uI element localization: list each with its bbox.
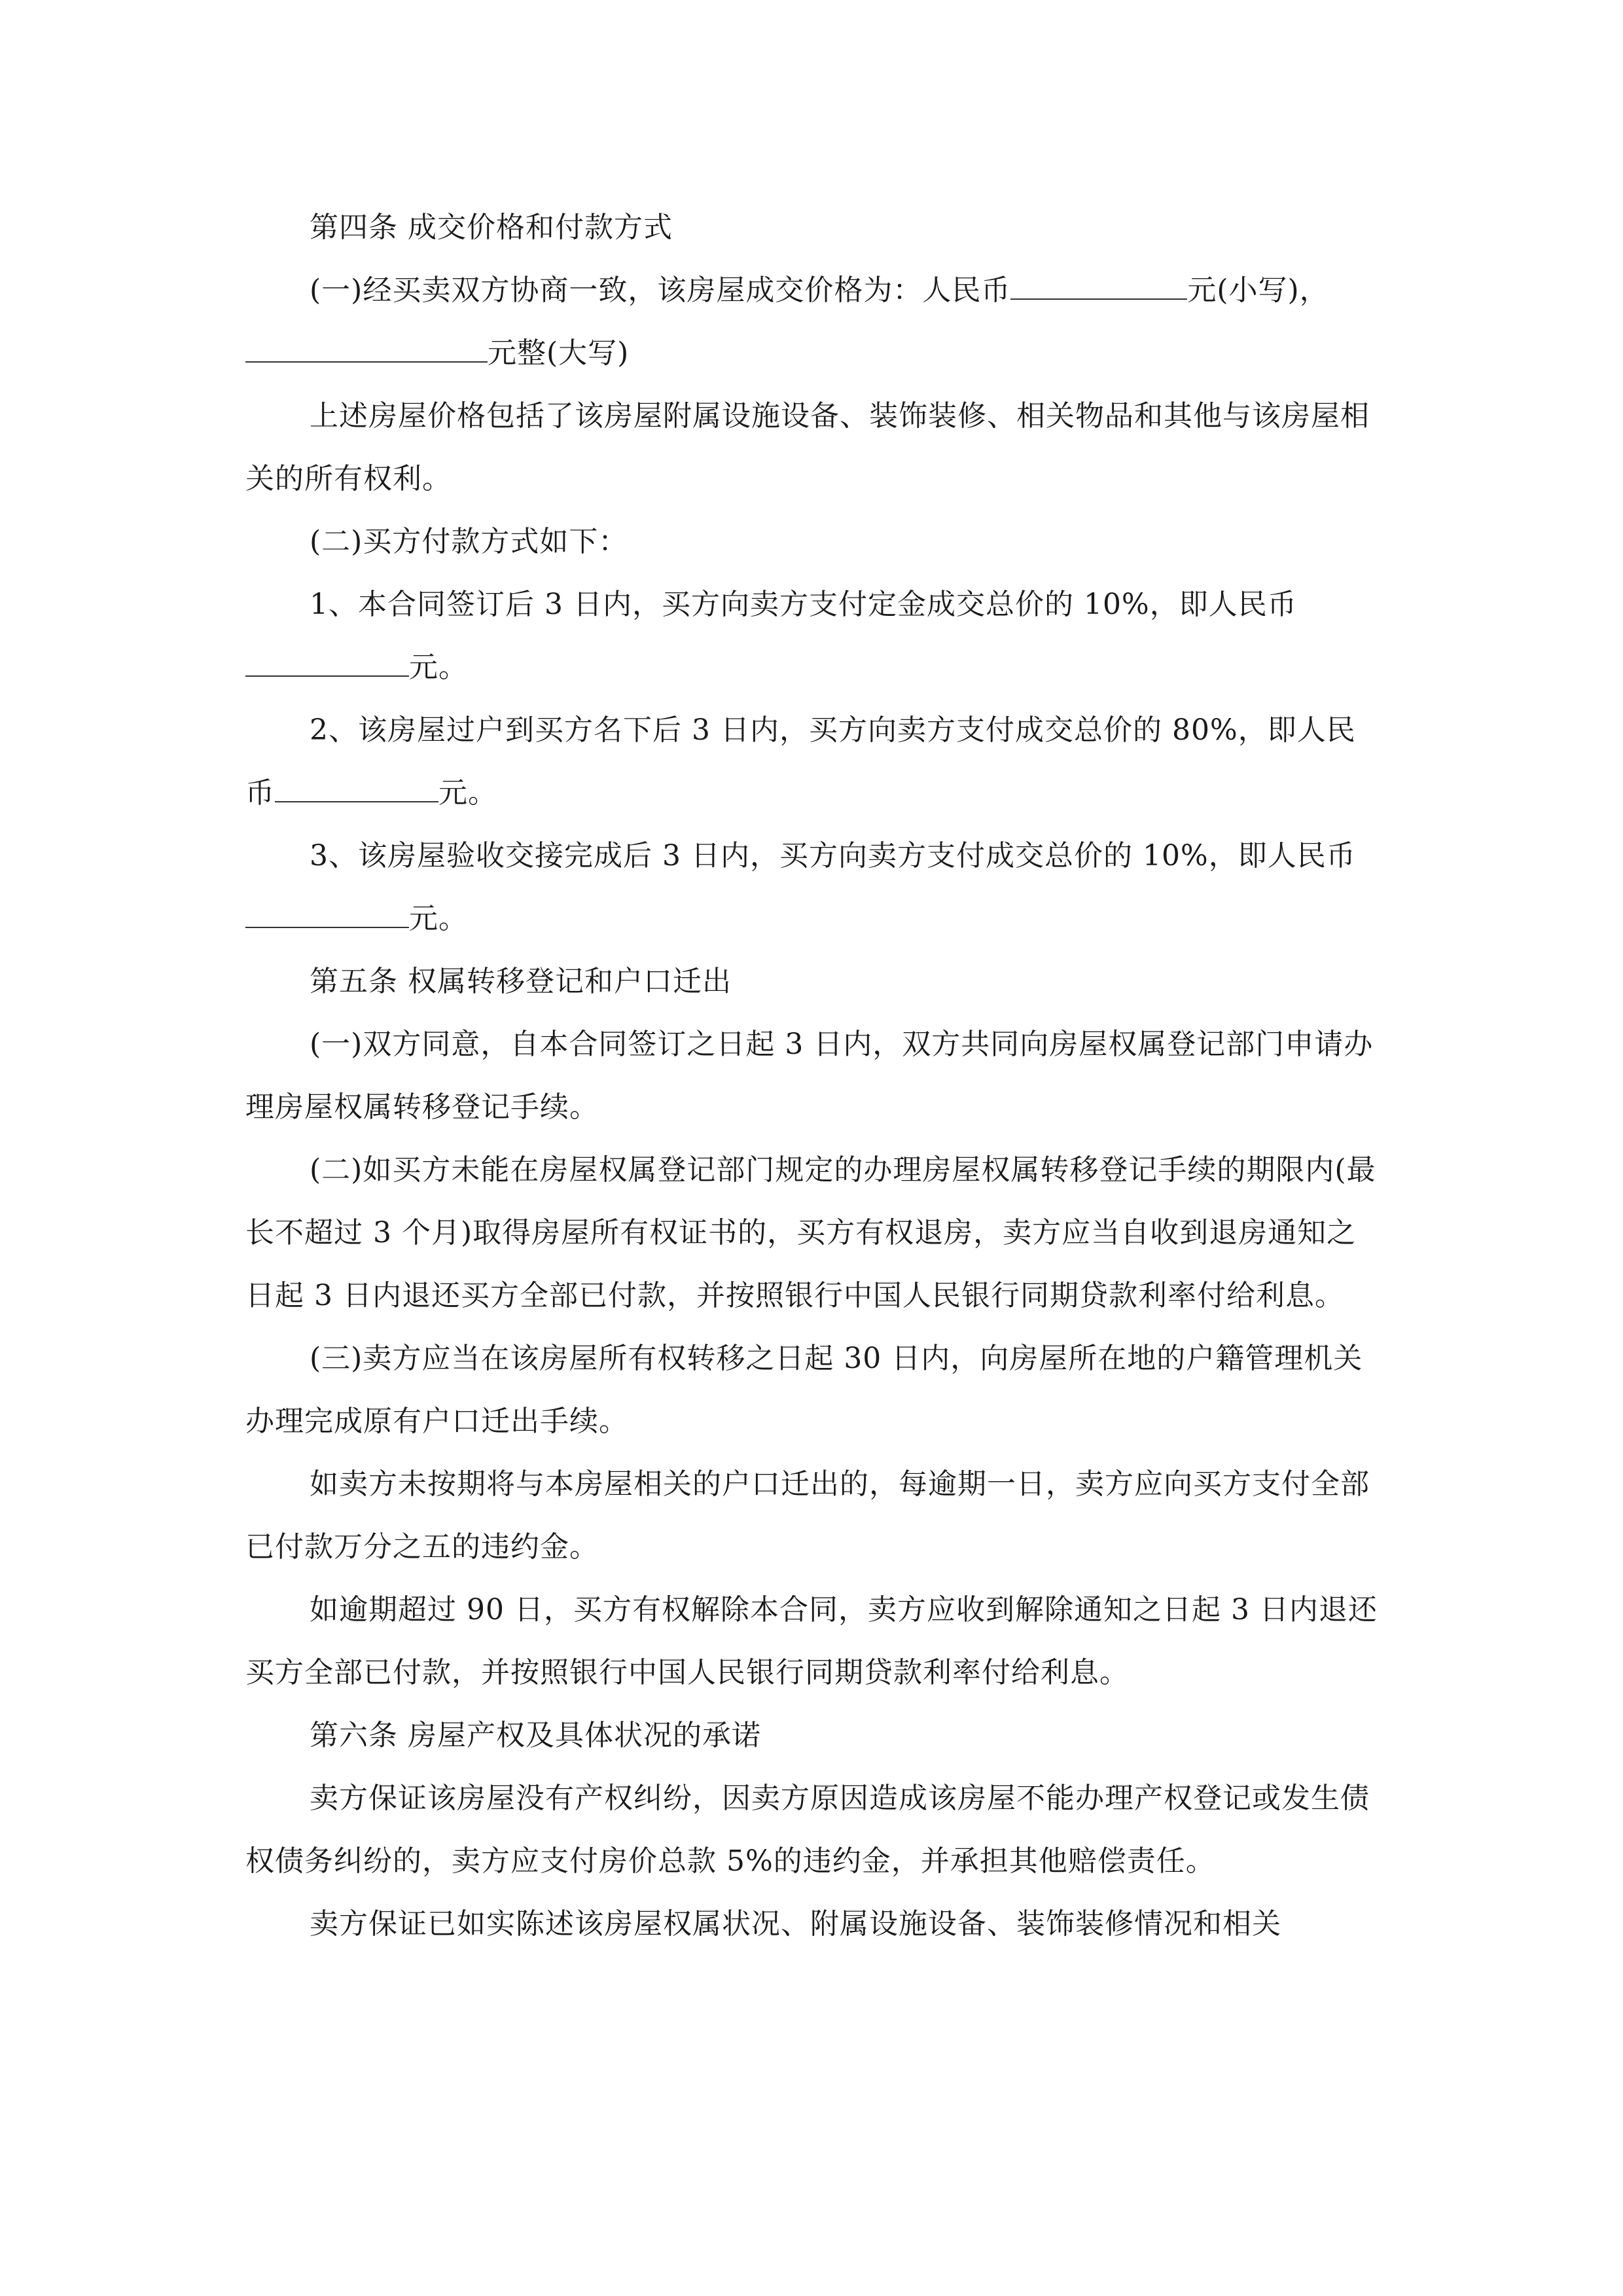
article-5-heading: 第五条 权属转移登记和户口迁出 [310, 965, 732, 998]
payment-item-3-text: 3、该房屋验收交接完成后 3 日内，买方向卖方支付成交总价的 10%，即人民币 [310, 839, 1356, 872]
payment-item-1-unit: 元。 [409, 651, 468, 684]
article-5-clause-5: 如逾期超过 90 日，买方有权解除本合同，卖方应收到解除通知之日起 3 日内退还买方全部已付款，并按照银行中国人民银行同期贷款利率付给利息。 [245, 1593, 1378, 1689]
article-5-clause-4: 如卖方未按期将与本房屋相关的户口迁出的，每逾期一日，卖方应向买方支付全部已付款万分之五的违约金。 [245, 1467, 1370, 1564]
payment-item-2-text: 2、该房屋过户到买方名下后 3 日内，买方向卖方支付成交总价的 80%，即人民币 [245, 713, 1356, 810]
article-4-price-clause [245, 259, 1384, 385]
price-figures-blank[interactable] [1010, 272, 1187, 300]
price-clause-text-b: 元(小写)， [1187, 274, 1329, 307]
payment-item-3 [245, 825, 1384, 950]
deposit-amount-blank[interactable] [245, 649, 409, 677]
article-4-price-scope: 上述房屋价格包括了该房屋附属设施设备、装饰装修、相关物品和其他与该房屋相关的所有权利。 [245, 399, 1370, 495]
article-4-heading: 第四条 成交价格和付款方式 [310, 211, 673, 244]
article-5-clause-2: (二)如买方未能在房屋权属登记部门规定的办理房屋权属转移登记手续的期限内(最长不超过 3 个月)取得房屋所有权证书的，买方有权退房，卖方应当自收到退房通知之日起 3 日内退还买方全部已付款，并按照银行中国人民银行同期贷款利率付给利息。 [245, 1153, 1376, 1312]
final-amount-blank[interactable] [245, 901, 409, 928]
article-6-clause-1: 卖方保证该房屋没有产权纠纷，因卖方原因造成该房屋不能办理产权登记或发生债权债务纠纷的，卖方应支付房价总款 5%的违约金，并承担其他赔偿责任。 [245, 1782, 1370, 1878]
article-6-clause-2: 卖方保证已如实陈述该房屋权属状况、附属设施设备、装饰装修情况和相关 [310, 1907, 1281, 1941]
payment-item-3-unit: 元。 [409, 902, 468, 935]
payment-item-2 [245, 699, 1384, 825]
article-5-clause-1: (一)双方同意，自本合同签订之日起 3 日内，双方共同向房屋权属登记部门申请办理房屋权属转移登记手续。 [245, 1028, 1374, 1124]
article-4-payment-heading: (二)买方付款方式如下： [310, 525, 628, 558]
price-clause-text-a: (一)经买卖双方协商一致，该房屋成交价格为：人民币 [310, 274, 1011, 307]
article-5-clause-3: (三)卖方应当在该房屋所有权转移之日起 30 日内，向房屋所在地的户籍管理机关办理完成原有户口迁出手续。 [245, 1342, 1363, 1438]
price-words-blank[interactable] [245, 335, 488, 363]
payment-item-1 [245, 573, 1384, 699]
transfer-amount-blank[interactable] [275, 775, 438, 802]
price-clause-text-c: 元整(大写) [488, 336, 630, 370]
contract-body [245, 196, 1384, 1956]
article-6-heading: 第六条 房屋产权及具体状况的承诺 [310, 1719, 761, 1752]
payment-item-2-unit: 元。 [438, 776, 497, 810]
payment-item-1-text: 1、本合同签订后 3 日内，买方向卖方支付定金成交总价的 10%，即人民币 [310, 588, 1297, 621]
